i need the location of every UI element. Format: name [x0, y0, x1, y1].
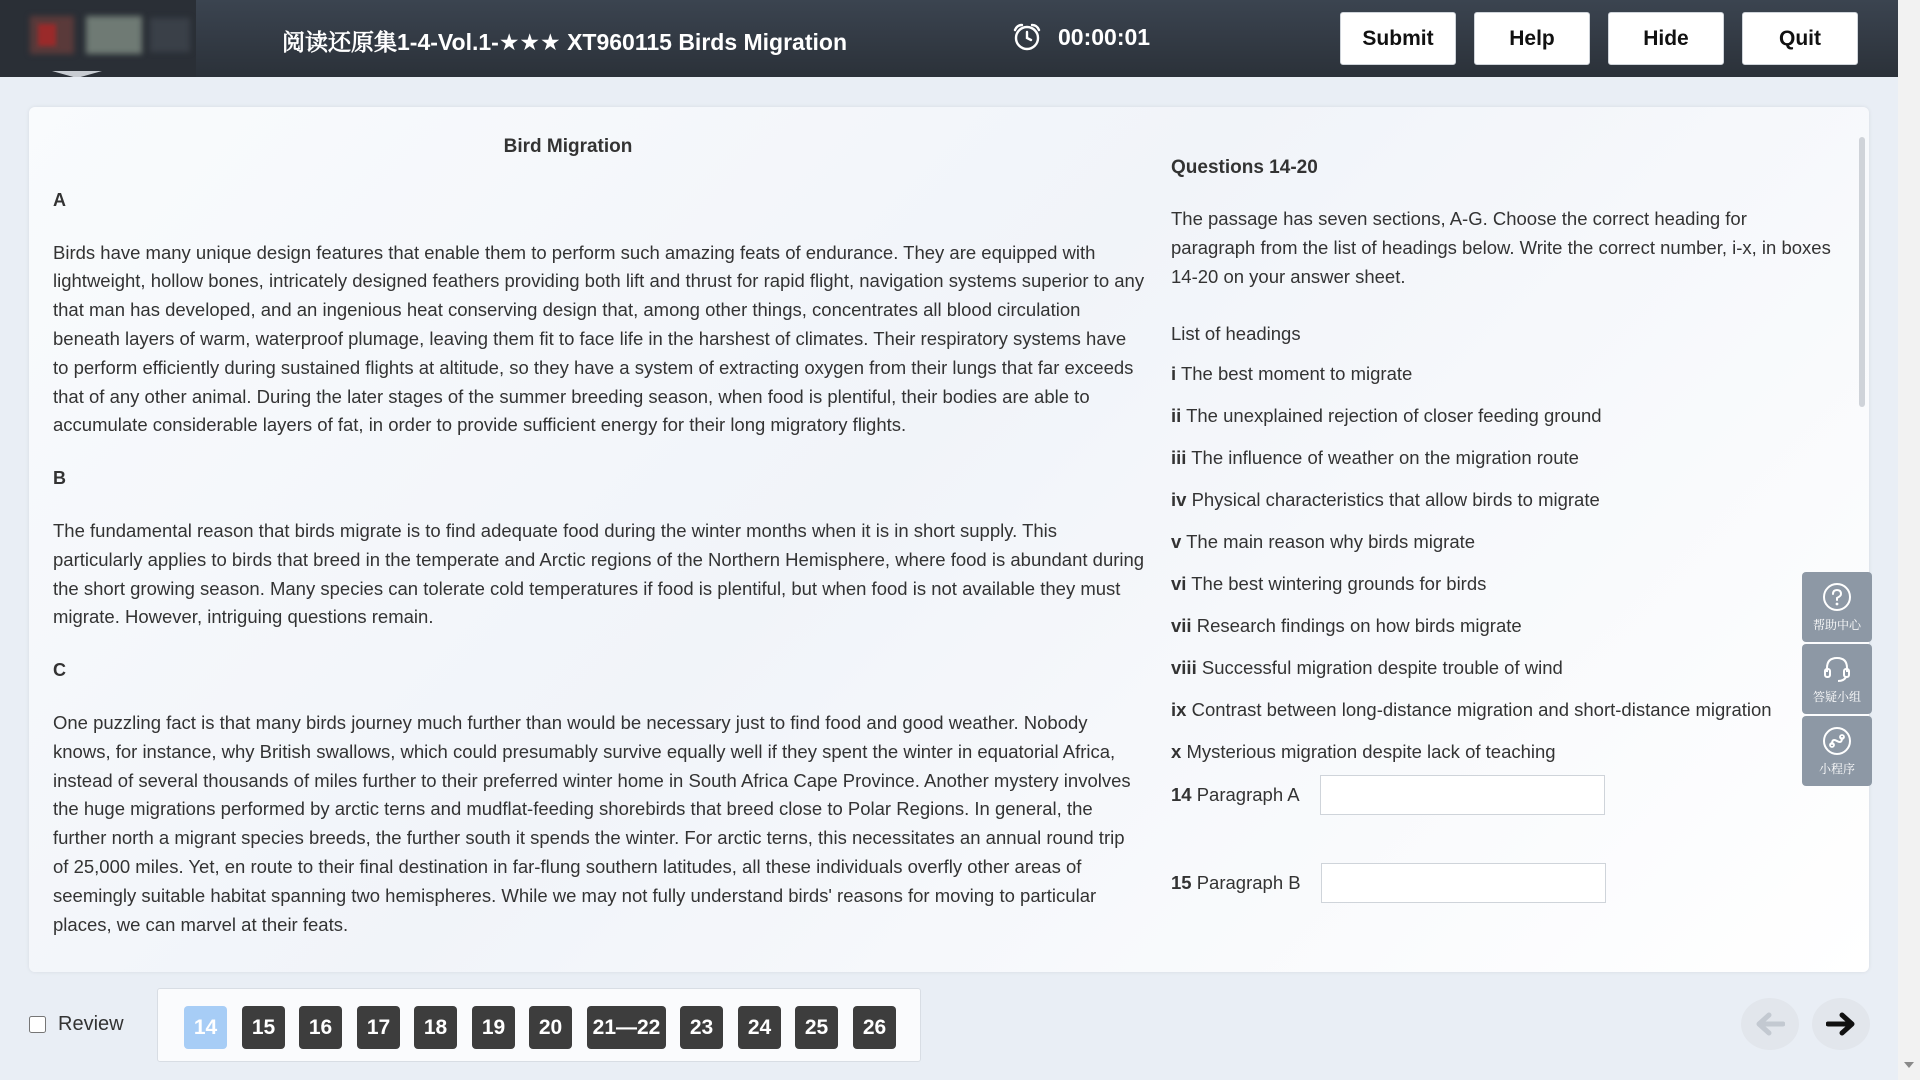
page-scrollbar[interactable] — [1898, 0, 1920, 1080]
heading-item: x Mysterious migration despite lack of teaching — [1171, 741, 1556, 763]
headset-icon — [1822, 654, 1852, 684]
question-nav-button[interactable]: 20 — [529, 1006, 572, 1049]
question-nav-button[interactable]: 25 — [795, 1006, 838, 1049]
exam-title: 阅读还原集1-4-Vol.1-★★★ XT960115 Birds Migration — [282, 29, 847, 55]
heading-item: viii Successful migration despite trouble of wind — [1171, 657, 1563, 679]
quit-button[interactable]: Quit — [1742, 12, 1858, 65]
question-14-label: 14 Paragraph A — [1171, 784, 1300, 806]
hide-button[interactable]: Hide — [1608, 12, 1724, 65]
arrow-left-icon — [1755, 1012, 1785, 1036]
questions-scrollbar[interactable] — [1859, 137, 1865, 407]
question-navigator — [157, 988, 921, 1062]
question-15-answer-input[interactable] — [1321, 863, 1606, 903]
heading-item: ii The unexplained rejection of closer feeding ground — [1171, 405, 1602, 427]
questions-instructions: The passage has seven sections, A-G. Choose the correct heading for paragraph from the list of headings below. Write the correct number, i-x, in boxes 14-20 on your answer sheet. — [1171, 208, 1831, 287]
help-button[interactable]: Help — [1474, 12, 1590, 65]
paragraph-b: The fundamental reason that birds migrate is to find adequate food during the winter months when it is in short supply. This particularly applies to birds that breed in the temperate and Arctic regions of the Northern Hemisphere, where food is abundant during the short growing season. Many species can tolerate cold temperatures if food is plentiful, but when food is not available they must migrate. However, intriguing questions remain. — [53, 519, 1145, 628]
logo — [0, 0, 196, 77]
mini-program-icon — [1822, 726, 1852, 756]
alarm-clock-icon — [1012, 22, 1042, 52]
timer-value: 00:00:01 — [1058, 23, 1151, 50]
heading-item: ix Contrast between long-distance migration and short-distance migration — [1171, 699, 1772, 721]
review-label: Review — [58, 1013, 124, 1035]
question-nav-button[interactable]: 15 — [242, 1006, 285, 1049]
section-label-b: B — [53, 468, 66, 489]
question-15-row — [1171, 862, 1831, 904]
heading-item: i The best moment to migrate — [1171, 363, 1413, 385]
heading-item: v The main reason why birds migrate — [1171, 531, 1476, 553]
arrow-right-icon — [1826, 1012, 1856, 1036]
qa-group-button[interactable]: 答疑小组 — [1802, 644, 1872, 714]
review-toggle[interactable] — [29, 1013, 124, 1036]
paragraph-a: Birds have many unique design features that enable them to perform such amazing feats of endurance. They are equipped with lightweight, hollow bones, intricately designed feathers providing both lift and thrust for rapid flight, navigation systems superior to any that man has developed, and an ingenious heat conserving design that, among other things, concentrates all blood circulation beneath layers of warm, waterproof plumage, leaving them fit to face life in the harshest of climates. Their respiratory systems have to perform efficiently during sustained flights at altitude, so they have a system of extracting oxygen from their lungs that far exceeds that of any other animal. During the later stages of the summer breeding season, when food is plentiful, their bodies are able to accumulate considerable layers of fat, in order to provide sufficient energy for their long migratory flights. — [53, 241, 1145, 436]
headings-list-title: List of headings — [1171, 323, 1301, 345]
top-bar — [0, 0, 1898, 77]
question-nav-button[interactable]: 16 — [299, 1006, 342, 1049]
question-nav-button[interactable]: 21—22 — [587, 1006, 666, 1049]
side-float-menu — [1802, 572, 1872, 788]
section-label-c: C — [53, 660, 66, 681]
question-nav-button[interactable]: 14 — [184, 1006, 227, 1049]
question-nav-button[interactable]: 17 — [357, 1006, 400, 1049]
heading-item: vii Research findings on how birds migrate — [1171, 615, 1522, 637]
heading-item: iii The influence of weather on the migration route — [1171, 447, 1579, 469]
questions-title: Questions 14-20 — [1171, 157, 1318, 178]
previous-button[interactable] — [1741, 998, 1799, 1050]
section-label-a: A — [53, 189, 66, 210]
mini-program-button[interactable]: 小程序 — [1802, 716, 1872, 786]
help-center-button[interactable]: 帮助中心 — [1802, 572, 1872, 642]
next-button[interactable] — [1812, 998, 1870, 1050]
headings-list — [1171, 363, 1831, 764]
question-circle-icon — [1822, 582, 1852, 612]
questions-pane — [1171, 157, 1831, 950]
question-nav-button[interactable]: 23 — [680, 1006, 723, 1049]
content-panel — [29, 107, 1869, 972]
question-14-row — [1171, 774, 1831, 816]
timer — [1012, 22, 1150, 52]
question-14-answer-input[interactable] — [1320, 775, 1605, 815]
passage-title: Bird Migration — [503, 136, 633, 157]
heading-item: vi The best wintering grounds for birds — [1171, 573, 1487, 595]
heading-item: iv Physical characteristics that allow birds to migrate — [1171, 489, 1600, 511]
question-nav-button[interactable]: 26 — [853, 1006, 896, 1049]
question-nav-button[interactable]: 18 — [414, 1006, 457, 1049]
paragraph-c: One puzzling fact is that many birds journey much further than would be necessary just to find food and good weather. Nobody knows, for instance, why British swallows, which could presumably survive equally well if they spent the winter in equatorial Africa, instead of several thousands of miles further to their preferred winter home in South Africa Cape Province. Another mystery involves the huge migrations performed by arctic terns and mudflat-feeding shorebirds that breed close to Polar Regions. In general, the further north a migrant species breeds, the further south it spends the winter. For arctic terns, this necessitates an annual round trip of 25,000 miles. Yet, en route to their final destination in far-flung southern latitudes, all these individuals overfly other areas of seemingly suitable habitat spanning two hemispheres. While we may not fully understand birds' reasons for moving to particular places, we can marvel at their feats. — [53, 711, 1131, 935]
question-15-label: 15 Paragraph B — [1171, 872, 1301, 894]
question-nav-button[interactable]: 24 — [738, 1006, 781, 1049]
reading-passage[interactable] — [53, 133, 1145, 965]
review-checkbox[interactable] — [29, 1016, 46, 1033]
question-nav-button[interactable]: 19 — [472, 1006, 515, 1049]
submit-button[interactable]: Submit — [1340, 12, 1456, 65]
